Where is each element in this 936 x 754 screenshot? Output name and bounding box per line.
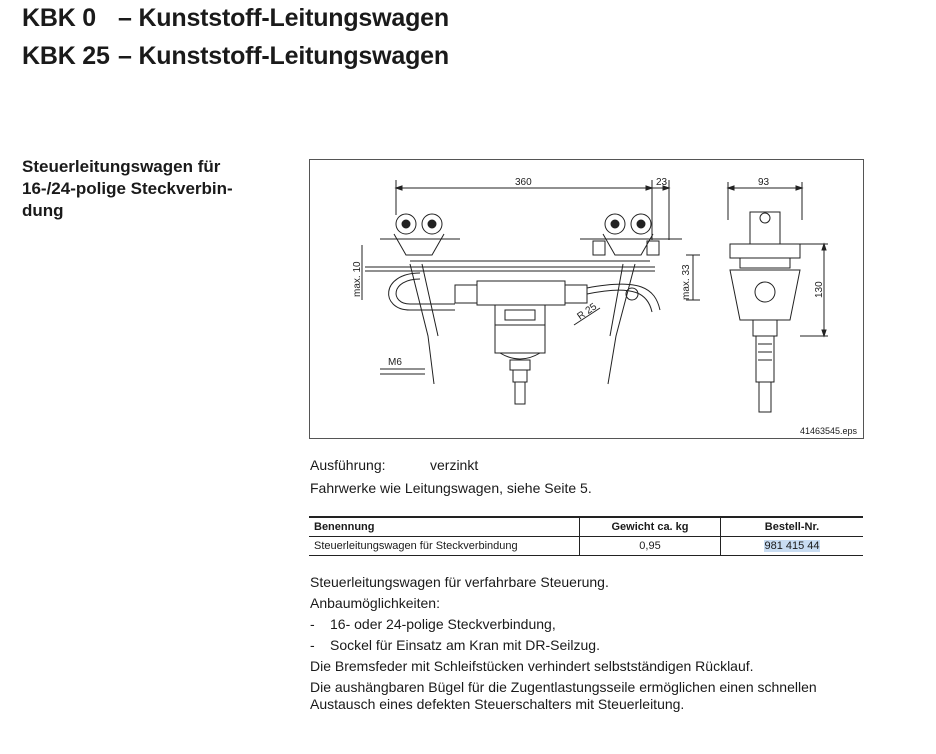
dim-max-33: max. 33 [681,264,692,300]
section-title-line: dung [22,201,64,220]
dim-93: 93 [758,177,770,188]
bullet-marker: - [310,637,315,653]
table-header-row [309,517,863,537]
list-item-text: 16- oder 24-polige Steckverbindung, [330,616,556,632]
column-header: Benennung [309,517,580,537]
list-item-text: Sockel für Einsatz am Kran mit DR-Seilzug. [330,637,600,653]
list-item [310,614,910,635]
dim-23: 23 [656,177,668,188]
page-title-line-1 [22,4,449,33]
column-header: Gewicht ca. kg [580,517,721,537]
description-paragraph: Die Bremsfeder mit Schleifstücken verhindert selbstständigen Rücklauf. [310,658,754,674]
dim-r25: R 25 [575,301,600,323]
section-title [22,156,292,222]
table-row [309,537,863,556]
ausfuehrung-row [310,457,478,473]
description-paragraph [310,679,910,713]
title-code: KBK 25 [22,42,110,70]
ausfuehrung-label: Ausführung: [310,457,386,473]
dim-360: 360 [515,177,532,188]
section-title-line: 16-/24-polige Steckverbin- [22,179,233,198]
description [310,572,910,713]
order-table [309,516,863,556]
dim-m6: M6 [388,357,402,368]
description-paragraph: Steuerleitungswagen für verfahrbare Steuerung. [310,574,609,590]
table-cell[interactable] [721,537,864,556]
dim-130: 130 [814,281,825,298]
description-paragraph: Anbaumöglichkeiten: [310,595,440,611]
ausfuehrung-value: verzinkt [430,457,479,473]
drawing-file-reference: 41463545.eps [799,426,857,436]
order-number[interactable]: 981 415 44 [764,540,820,552]
dim-max-10: max. 10 [352,261,363,297]
title-text: – Kunststoff-Leitungswagen [118,4,449,32]
title-code: KBK 0 [22,4,97,32]
page-title-line-2 [22,42,449,71]
paragraph-line: Austausch eines defekten Steuerschalters mit Steuerleitung. [310,696,685,712]
table-cell: 0,95 [580,537,721,556]
technical-drawing [309,159,864,439]
paragraph-line: Die aushängbaren Bügel für die Zugentlastungsseile ermöglichen einen schnellen [310,679,817,695]
section-title-line: Steuerleitungswagen für [22,157,221,176]
bullet-marker: - [310,616,315,632]
column-header: Bestell-Nr. [721,517,864,537]
table-cell: Steuerleitungswagen für Steckverbindung [309,537,580,556]
fahrwerke-note: Fahrwerke wie Leitungswagen, siehe Seite 5. [310,480,592,496]
drawing-svg [310,160,863,438]
title-text: – Kunststoff-Leitungswagen [118,42,449,70]
list-item [310,635,910,656]
